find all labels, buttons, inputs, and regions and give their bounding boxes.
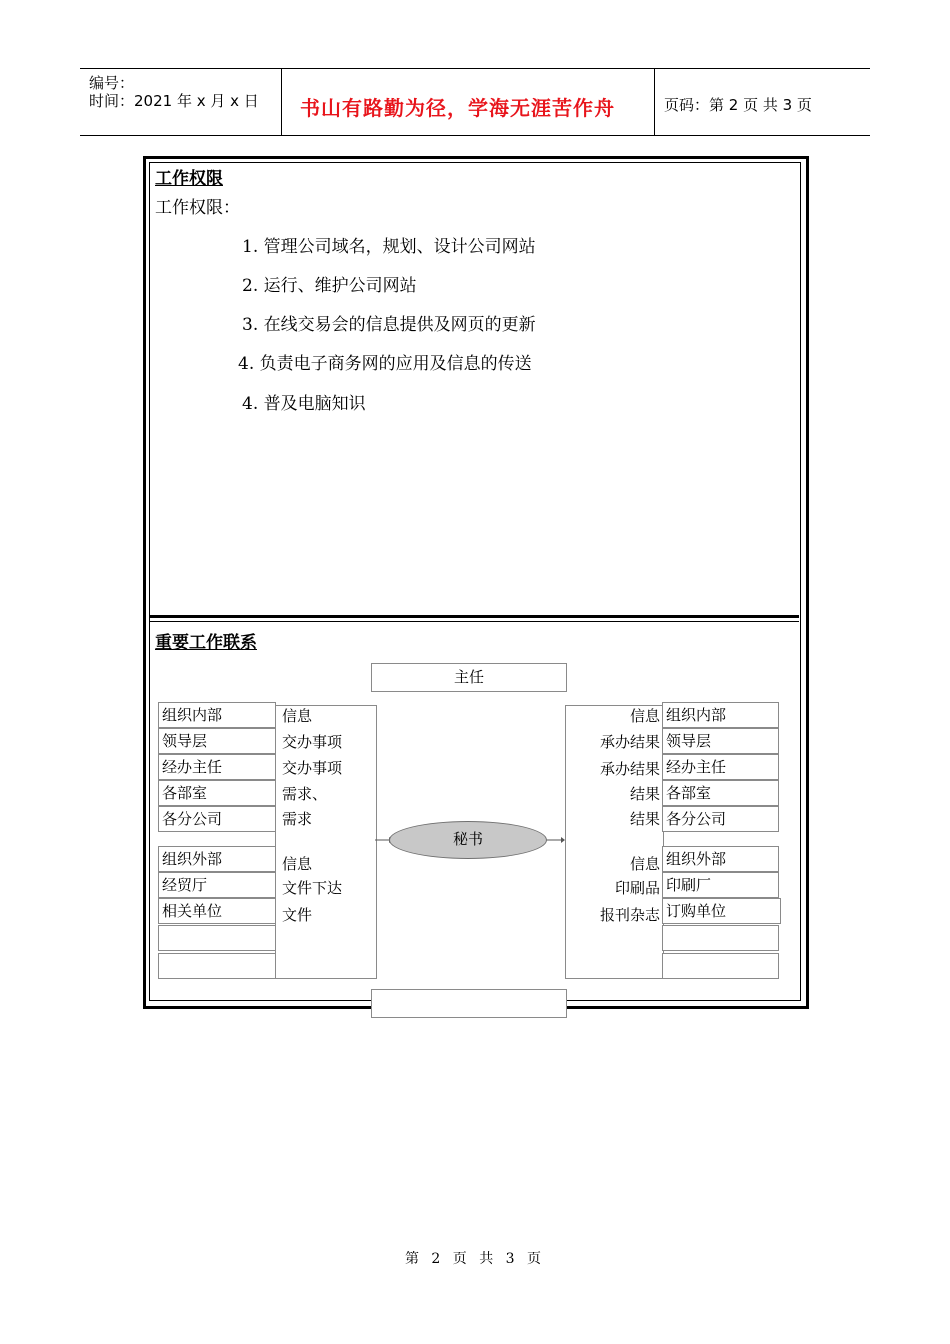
right-flow-label: 信息 xyxy=(629,707,660,725)
right-flow-label: 印刷品 xyxy=(614,879,660,897)
right-external-cell: 组织外部 xyxy=(662,846,779,872)
left-flow-label: 需求、 xyxy=(282,785,328,803)
left-internal-cell: 各部室 xyxy=(158,780,276,806)
left-flow-label: 文件 xyxy=(282,906,313,924)
relations-title: 重要工作联系 xyxy=(155,633,257,653)
authority-item: 2. 运行、维护公司网站 xyxy=(242,276,417,296)
authority-item: 4. 负责电子商务网的应用及信息的传送 xyxy=(238,354,532,374)
left-internal-cell: 领导层 xyxy=(158,728,276,754)
right-flow-label: 报刊杂志 xyxy=(599,906,660,924)
right-internal-cell: 经办主任 xyxy=(662,754,779,780)
section-separator xyxy=(149,615,799,618)
right-flow-label: 承办结果 xyxy=(599,760,660,778)
left-flow-label: 信息 xyxy=(282,855,313,873)
secretary-node: 秘书 xyxy=(389,821,547,859)
arrow-from-secretary-icon xyxy=(546,832,566,846)
header-top-rule xyxy=(80,68,870,69)
right-internal-cell: 各分公司 xyxy=(662,806,779,832)
page-info: 页码：第 2 页 共 3 页 xyxy=(664,96,812,114)
left-flow-label: 文件下达 xyxy=(282,879,343,897)
right-flow-label: 结果 xyxy=(629,785,660,803)
right-external-cell xyxy=(662,953,779,979)
right-flow-label: 承办结果 xyxy=(599,733,660,751)
left-internal-cell: 各分公司 xyxy=(158,806,276,832)
director-box: 主任 xyxy=(371,663,567,692)
left-external-cell xyxy=(158,953,276,979)
authority-item: 3. 在线交易会的信息提供及网页的更新 xyxy=(242,315,536,335)
bottom-box xyxy=(371,989,567,1018)
number-label: 编号： xyxy=(89,74,135,92)
left-internal-cell: 组织内部 xyxy=(158,702,276,728)
section-separator-thin xyxy=(149,621,799,622)
header-divider-left xyxy=(281,68,282,135)
authority-title: 工作权限 xyxy=(155,169,223,189)
right-internal-cell: 各部室 xyxy=(662,780,779,806)
motto: 书山有路勤为径，学海无涯苦作舟 xyxy=(300,96,615,120)
authority-item: 1. 管理公司域名，规划、设计公司网站 xyxy=(242,237,536,257)
left-external-cell: 经贸厅 xyxy=(158,872,276,898)
left-external-cell: 相关单位 xyxy=(158,898,276,924)
authority-item: 4. 普及电脑知识 xyxy=(242,394,366,414)
left-flow-label: 交办事项 xyxy=(282,759,343,777)
right-internal-cell: 领导层 xyxy=(662,728,779,754)
time-label: 时间：2021 年 x 月 x 日 xyxy=(89,92,259,110)
left-external-cell xyxy=(158,925,276,951)
authority-intro: 工作权限： xyxy=(155,198,240,218)
left-flow-label: 需求 xyxy=(282,810,313,828)
footer-page-number: 第 2 页 共 3 页 xyxy=(404,1251,546,1267)
right-external-cell xyxy=(662,925,779,951)
right-internal-cell: 组织内部 xyxy=(662,702,779,728)
header-divider-right xyxy=(654,68,655,135)
left-external-cell: 组织外部 xyxy=(158,846,276,872)
left-flow-label: 交办事项 xyxy=(282,733,343,751)
right-external-cell: 订购单位 xyxy=(662,898,781,924)
right-flow-label: 结果 xyxy=(629,810,660,828)
left-internal-cell: 经办主任 xyxy=(158,754,276,780)
left-flow-label: 信息 xyxy=(282,707,313,725)
header-bottom-rule xyxy=(80,135,870,136)
right-external-cell: 印刷厂 xyxy=(662,872,779,898)
right-flow-label: 信息 xyxy=(629,855,660,873)
